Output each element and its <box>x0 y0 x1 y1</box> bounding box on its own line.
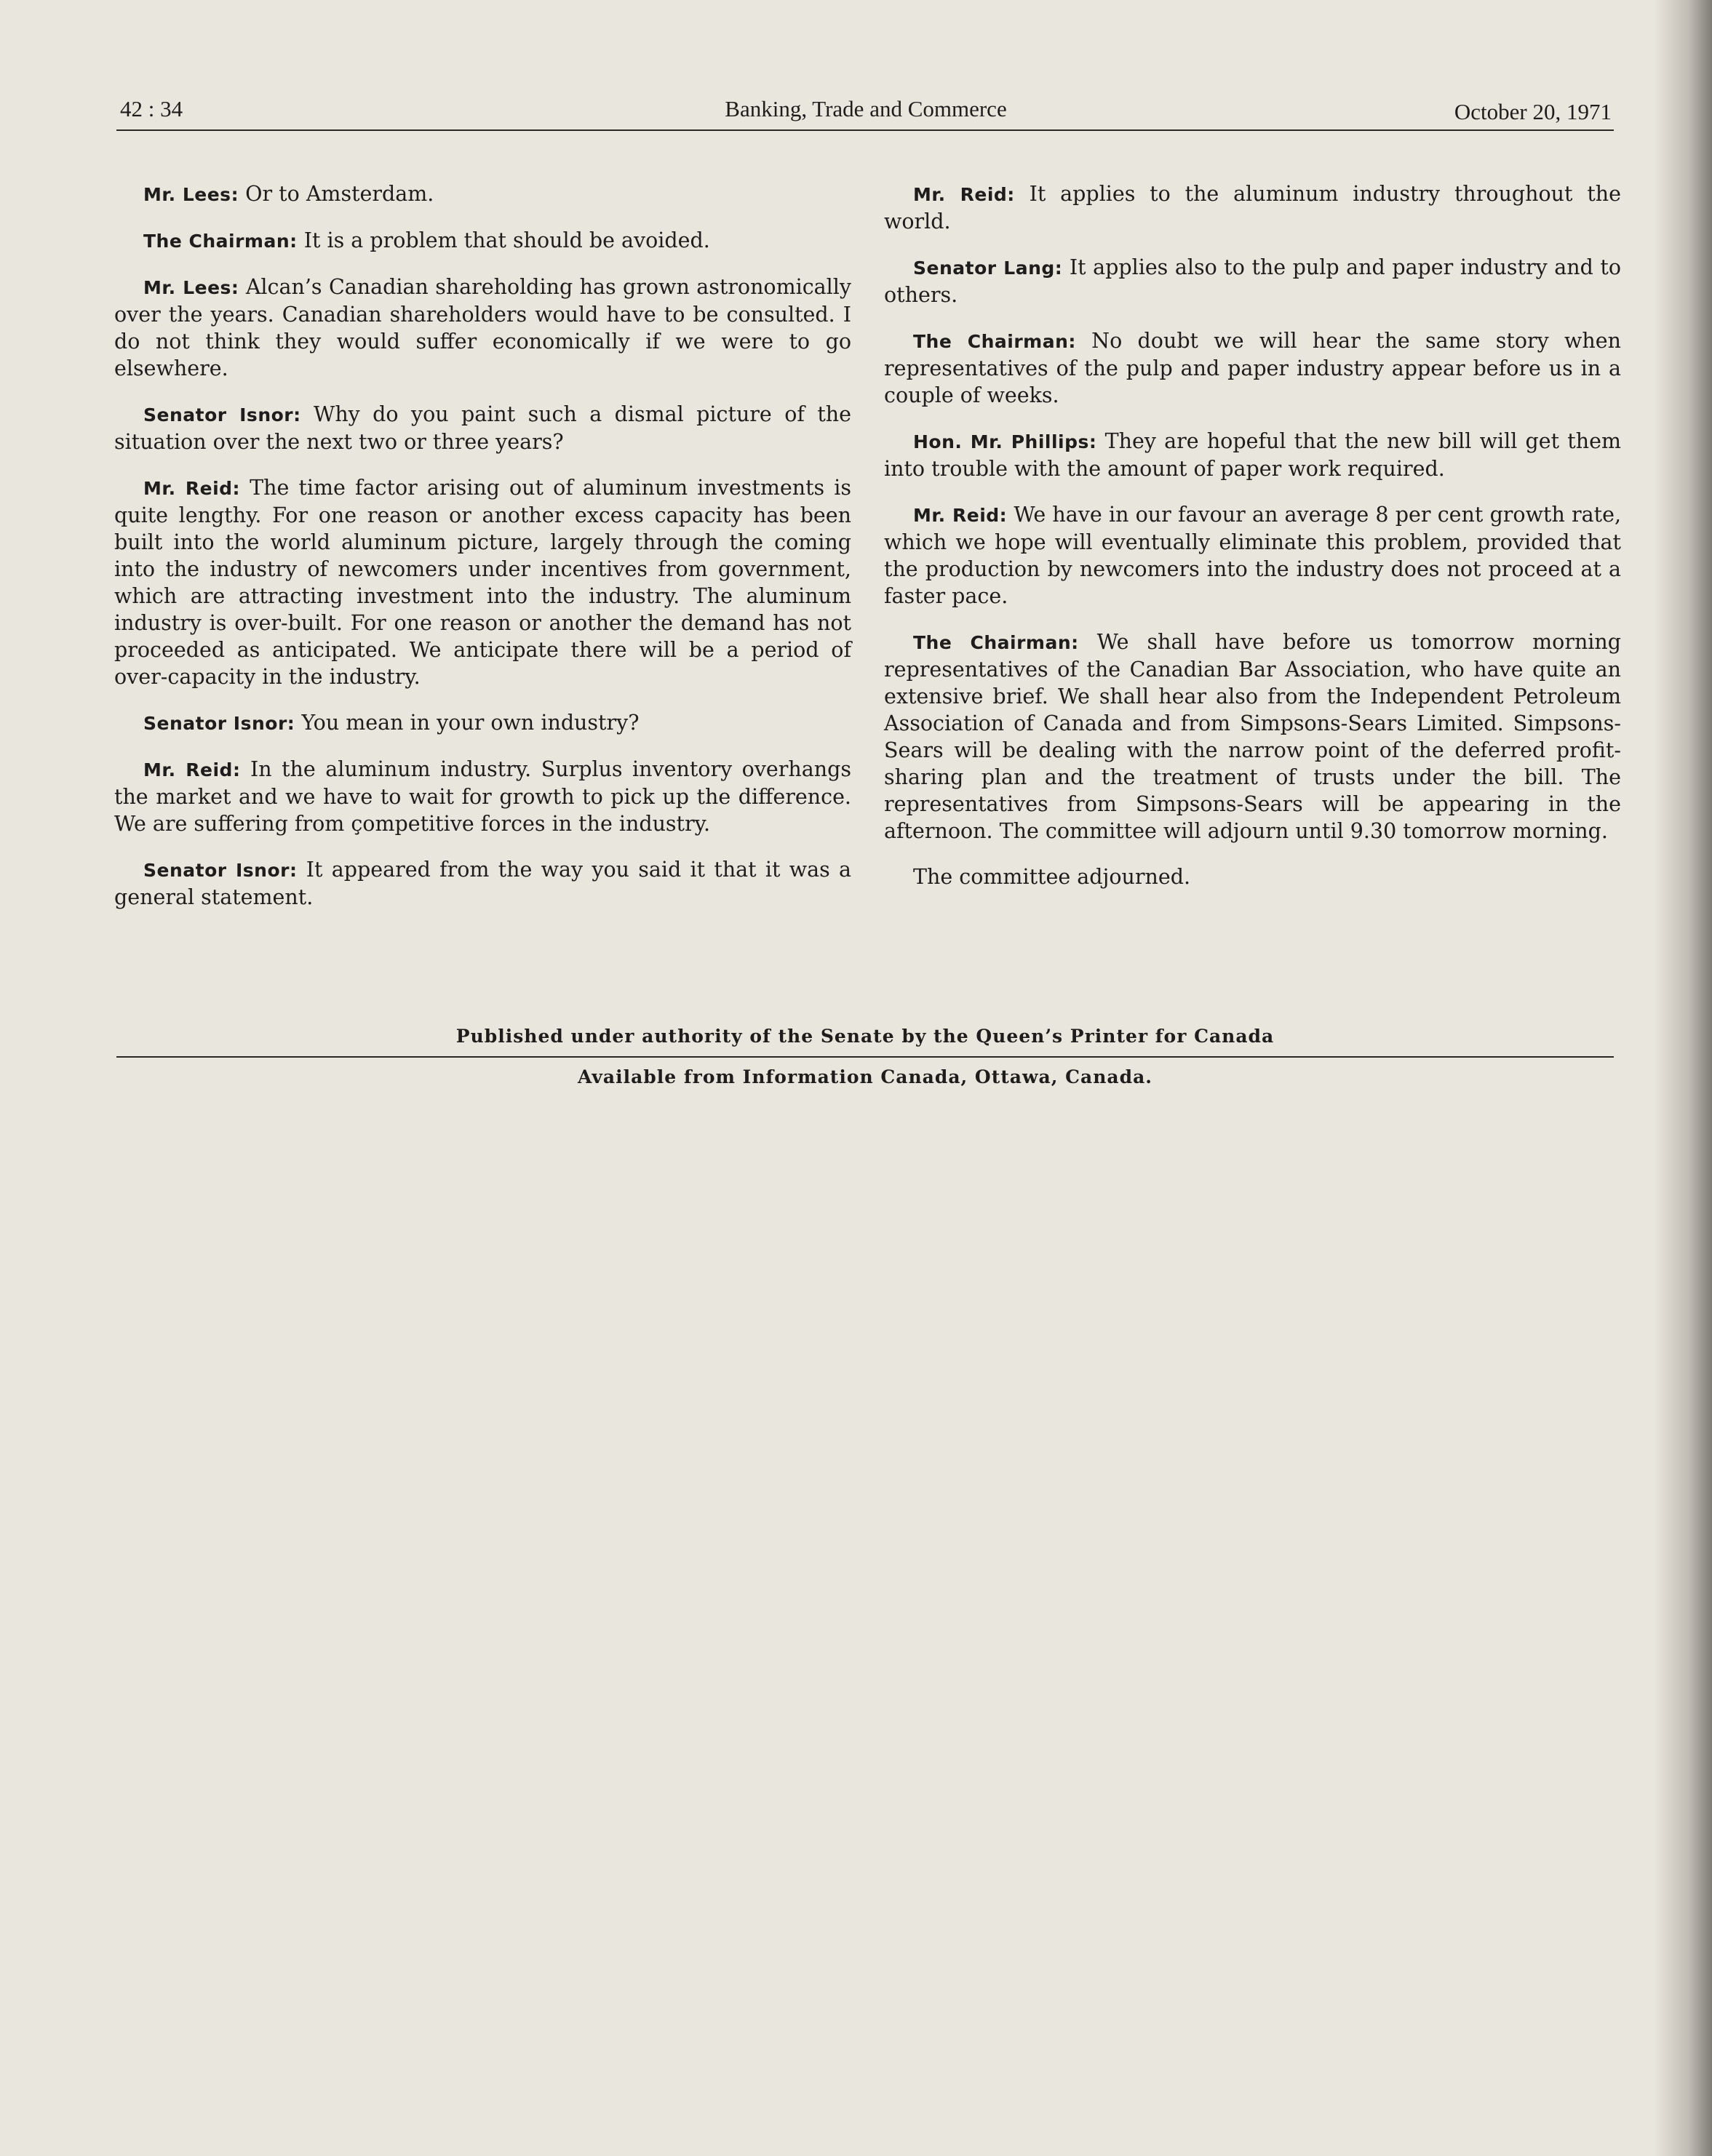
paragraph <box>884 501 1621 610</box>
paragraph-text: It is a problem that should be avoided. <box>303 228 710 252</box>
speaker-label: Mr. Lees: <box>143 184 239 205</box>
speaker-label: Senator Isnor: <box>143 860 298 881</box>
paragraph <box>114 474 851 690</box>
paragraph-text: In the aluminum industry. Surplus inventory overhangs the market and we have to wait for growth to pick up the difference. We are suffering from çompetitive forces in the industry. <box>114 757 851 836</box>
paragraph-text: It appeared from the way you said it that it was a general statement. <box>114 858 851 909</box>
paragraph-text: They are hopeful that the new bill will get them into trouble with the amount of paper work required. <box>884 429 1621 481</box>
paragraph <box>884 180 1621 235</box>
right-column <box>884 180 1621 909</box>
paragraph <box>114 227 851 255</box>
paragraph-text: It applies also to the pulp and paper industry and to others. <box>884 255 1622 307</box>
paragraph <box>884 254 1621 308</box>
paragraph <box>114 856 851 911</box>
paragraph-text: The committee adjourned. <box>913 865 1191 889</box>
paragraph <box>114 401 851 455</box>
left-column <box>114 180 851 930</box>
paragraph-text: It applies to the aluminum industry throughout the world. <box>884 182 1621 233</box>
paragraph <box>114 180 851 208</box>
paragraph-text: Or to Amsterdam. <box>245 182 434 206</box>
speaker-label: Hon. Mr. Phillips: <box>913 431 1097 452</box>
page-number: 42 : 34 <box>120 96 183 121</box>
paragraph-text: We have in our favour an average 8 per cent growth rate, which we hope will eventually eliminate this problem, provided that the production by newcomers into the industry does not proceed at a faster pace. <box>884 503 1621 608</box>
header-date: October 20, 1971 <box>1454 99 1612 124</box>
speaker-label: Mr. Reid: <box>913 505 1008 526</box>
paragraph <box>884 628 1621 845</box>
adjournment-note <box>884 863 1621 890</box>
paragraph <box>114 274 851 382</box>
speaker-label: Mr. Reid: <box>913 184 1015 205</box>
paragraph <box>884 428 1621 482</box>
speaker-label: Mr. Reid: <box>143 759 241 780</box>
speaker-label: The Chairman: <box>913 331 1076 352</box>
paragraph-text: You mean in your own industry? <box>301 711 640 735</box>
speaker-label: Senator Isnor: <box>143 713 295 734</box>
paragraph-text: We shall have before us tomorrow morning representatives of the Canadian Bar Association, who have quite an extensive brief. We shall hear also from the Independent Petroleum Association of Canada and from Simpsons-Sears Limited. Simpsons-Sears will be dealing with the narrow point of the deferred profit-sharing plan and the treatment of trusts under the bill. The representatives from Simpsons-Sears will be appearing in the afternoon. The committee will adjourn until 9.30 tomorrow morning. <box>884 630 1622 843</box>
speaker-label: Senator Lang: <box>913 257 1063 279</box>
publication-notice: Published under authority of the Senate by the Queen’s Printer for Canada <box>455 1026 1275 1047</box>
paragraph-text: Why do you paint such a dismal picture of the situation over the next two or three years? <box>114 402 851 454</box>
speaker-label: The Chairman: <box>913 632 1079 653</box>
speaker-label: Mr. Lees: <box>143 277 239 298</box>
running-title: Banking, Trade and Commerce <box>725 96 1007 121</box>
paragraph <box>114 709 851 737</box>
paragraph <box>114 756 851 837</box>
footer-rule <box>116 1056 1614 1058</box>
header-rule <box>116 129 1614 131</box>
speaker-label: Mr. Reid: <box>143 478 241 499</box>
speaker-label: Senator Isnor: <box>143 404 301 426</box>
paragraph-text: The time factor arising out of aluminum investments is quite lengthy. For one reason or another excess capacity has been built into the world aluminum picture, largely through the coming into the industry of newcomers under incentives from government, which are attracting investment into the industry. The aluminum industry is over-built. For one reason or another the demand has not proceeded as anticipated. We anticipate there will be a period of over-capacity in the industry. <box>114 476 851 689</box>
paragraph-text: Alcan’s Canadian shareholding has grown astronomically over the years. Canadian shareholders would have to be consulted. I do not think they would suffer economically if we were to go elsewhere. <box>114 275 852 380</box>
speaker-label: The Chairman: <box>143 231 298 252</box>
page-edge-shadow <box>1654 0 1712 2156</box>
page-header <box>120 93 1612 131</box>
paragraph <box>884 327 1621 409</box>
availability-notice: Available from Information Canada, Ottawa, Canada. <box>578 1066 1152 1087</box>
paragraph-text: No doubt we will hear the same story when representatives of the pulp and paper industry appear before us in a couple of weeks. <box>884 329 1621 407</box>
